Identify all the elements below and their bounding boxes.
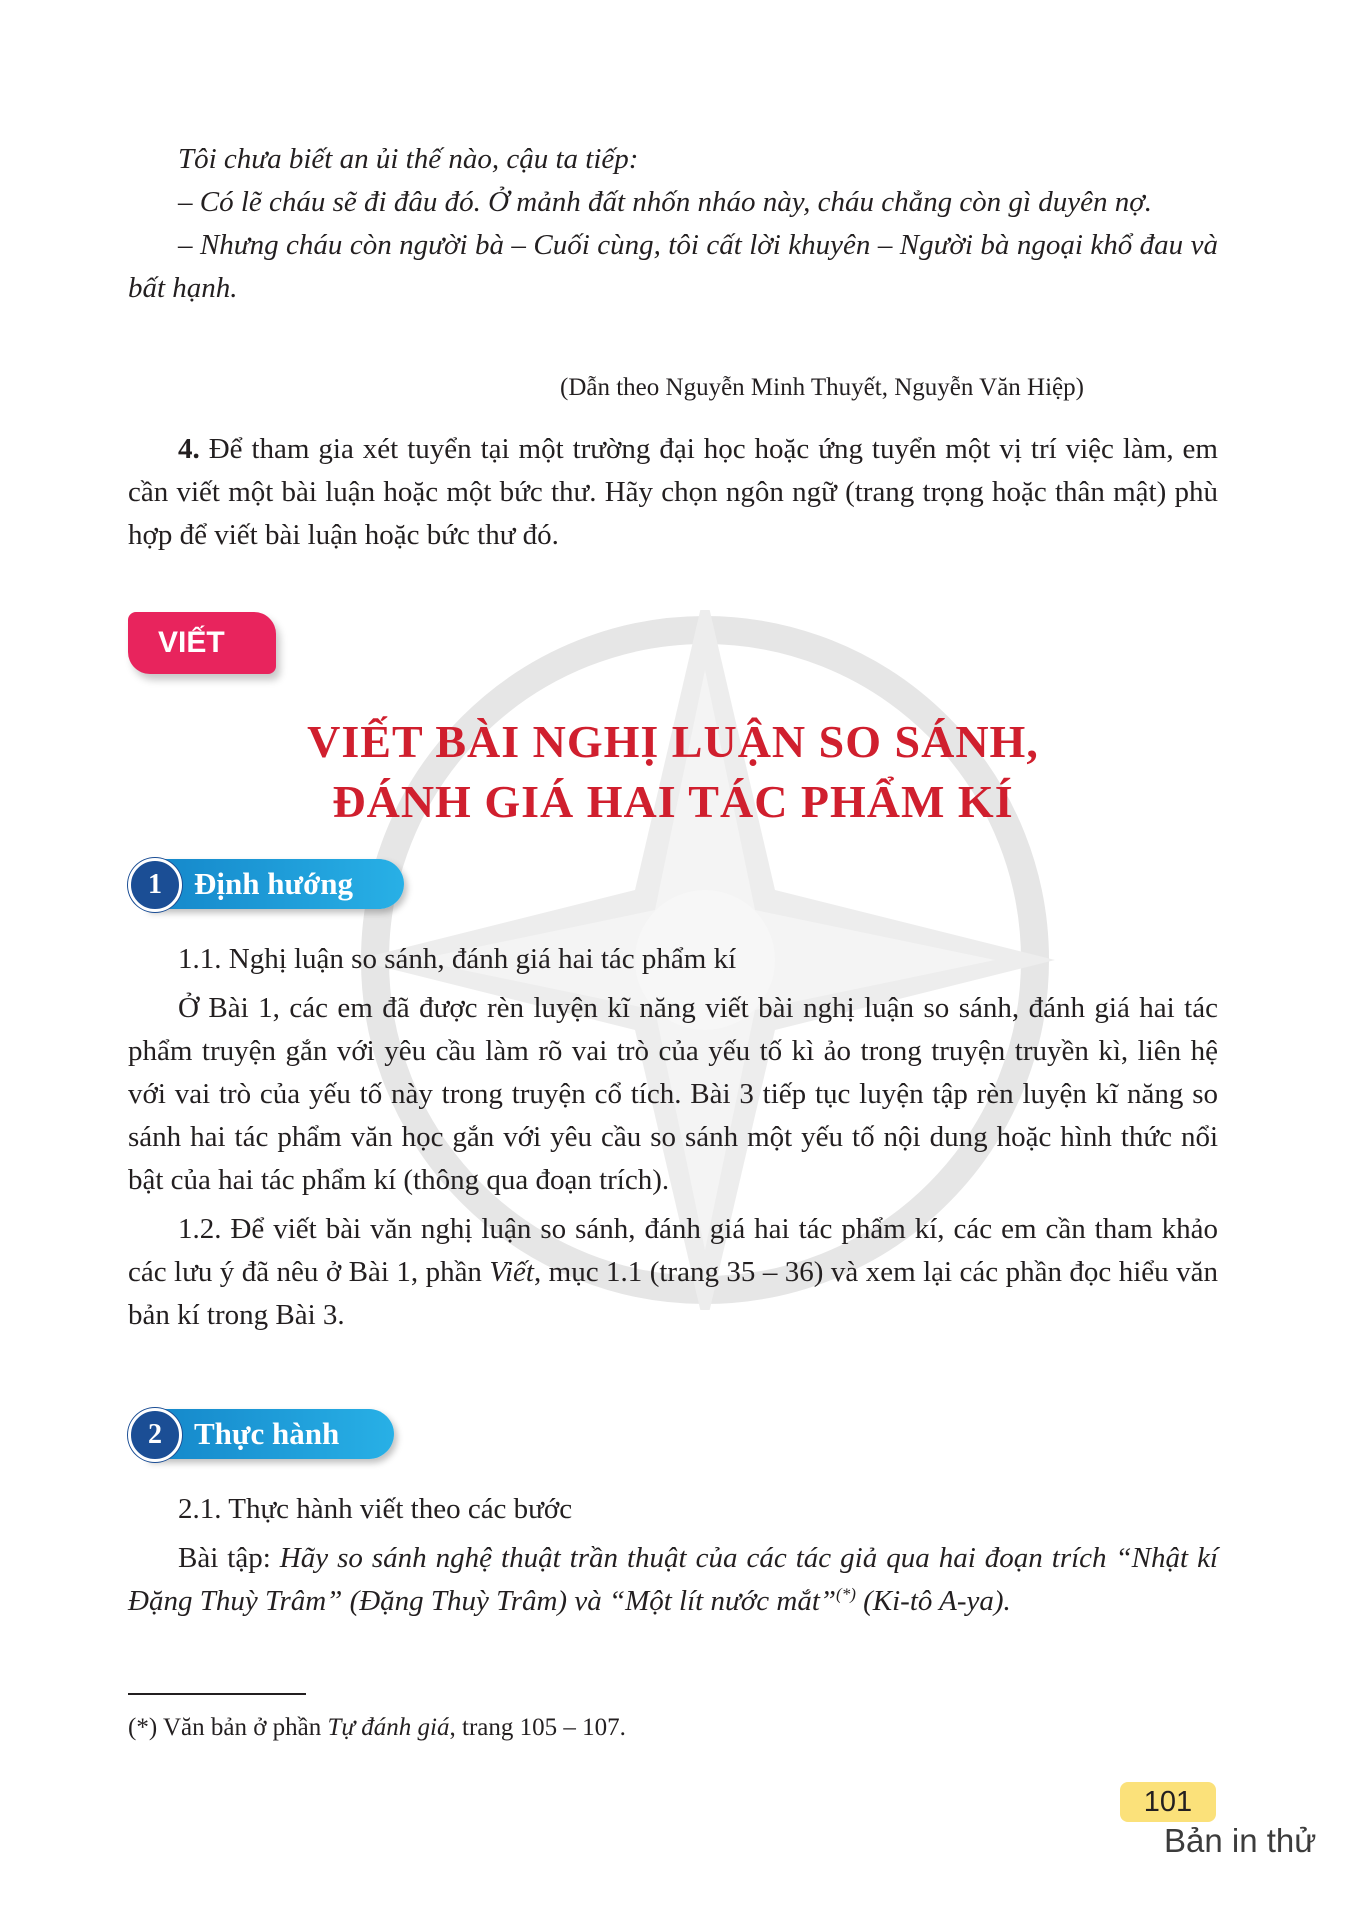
footnote-divider (128, 1693, 306, 1695)
print-proof-mark: Bản in thử (1164, 1822, 1317, 1859)
section-1-body (128, 938, 1218, 1337)
quote-line-3: – Nhưng cháu còn người bà – Cuối cùng, tôi cất lời khuyên – Người bà ngoại khổ đau và bất hạnh. (128, 229, 1218, 304)
subheading-2-1: 2.1. Thực hành viết theo các bước (178, 1493, 573, 1525)
page-number: 101 (1120, 1782, 1216, 1822)
section-tag: VIẾT (128, 612, 276, 674)
page-title (128, 712, 1218, 832)
section-1-paragraph-2: 1.2. Để viết bài văn nghị luận so sánh, đánh giá hai tác phẩm kí, các em cần tham khảo các lưu ý đã nêu ở Bài 1, phần Viết, mục 1.1 (trang 35 – 36) và xem lại các phần đọc hiểu văn bản kí trong Bài 3. (128, 1213, 1218, 1331)
title-line-2: ĐÁNH GIÁ HAI TÁC PHẨM KÍ (332, 776, 1014, 827)
subheading-1-1: 1.1. Nghị luận so sánh, đánh giá hai tác phẩm kí (178, 943, 737, 975)
exercise-4-number: 4. (178, 433, 200, 465)
task-paragraph: Bài tập: Hãy so sánh nghệ thuật trần thuật của các tác giả qua hai đoạn trích “Nhật kí Đặng Thuỳ Trâm” (Đặng Thuỳ Trâm) và “Một lít nước mắt”(*) (Ki-tô A-ya). (128, 1542, 1218, 1617)
quote-source: (Dẫn theo Nguyễn Minh Thuyết, Nguyễn Văn Hiệp) (560, 374, 1084, 401)
exercise-4 (128, 428, 1218, 557)
section-2-label: Thực hành (194, 1416, 340, 1451)
section-1-paragraph-1: Ở Bài 1, các em đã được rèn luyện kĩ năng viết bài nghị luận so sánh, đánh giá hai tác phẩm truyện gắn với yêu cầu làm rõ vai trò của yếu tố kì ảo trong truyện truyền kì, liên hệ với vai trò của yếu tố này trong truyện cổ tích. Bài 3 tiếp tục luyện tập rèn luyện kĩ năng so sánh hai tác phẩm văn học gắn với yêu cầu so sánh một yếu tố nội dung hoặc hình thức nổi bật của hai tác phẩm kí (thông qua đoạn trích). (128, 992, 1218, 1196)
footnote: (*) Văn bản ở phần Tự đánh giá, trang 105 – 107. (128, 1714, 626, 1741)
quote-block (128, 138, 1218, 310)
section-1-label: Định hướng (194, 866, 353, 901)
section-2-number: 2 (128, 1408, 182, 1462)
quote-line-2: – Có lẽ cháu sẽ đi đâu đó. Ở mảnh đất nhốn nháo này, cháu chẳng còn gì duyên nợ. (178, 186, 1152, 218)
section-2-body (128, 1488, 1218, 1623)
exercise-4-text: Để tham gia xét tuyển tại một trường đại học hoặc ứng tuyển một vị trí việc làm, em cần viết một bài luận hoặc một bức thư. Hãy chọn ngôn ngữ (trang trọng hoặc thân mật) phù hợp để viết bài luận hoặc bức thư đó. (128, 433, 1218, 551)
quote-line-1: Tôi chưa biết an ủi thế nào, cậu ta tiếp: (178, 143, 639, 175)
title-line-1: VIẾT BÀI NGHỊ LUẬN SO SÁNH, (307, 716, 1039, 767)
section-1-number: 1 (128, 858, 182, 912)
footnote-marker: (*) (836, 1584, 856, 1604)
